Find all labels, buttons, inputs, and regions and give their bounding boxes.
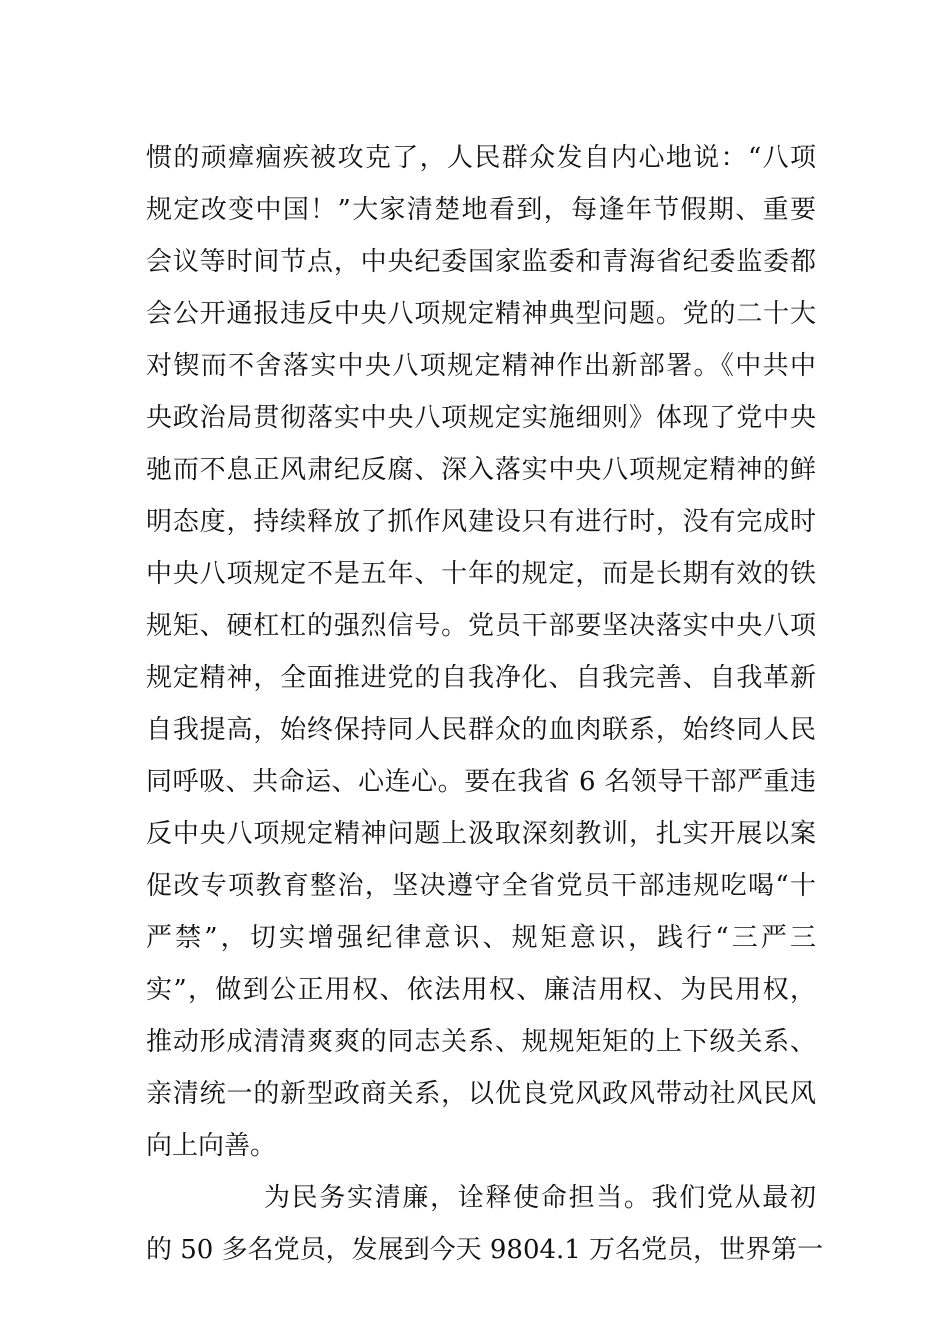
text-line: 央政治局贯彻落实中央八项规定实施细则》体现了党中央: [146, 403, 816, 433]
text-line: 明态度，持续释放了抓作风建设只有进行时，没有完成时: [146, 507, 816, 537]
text-line: 规定改变中国！”大家清楚地看到，每逢年节假期、重要: [146, 195, 816, 225]
text-line: 反中央八项规定精神问题上汲取深刻教训，扎实开展以案: [146, 819, 816, 849]
text-line: 规定精神，全面推进党的自我净化、自我完善、自我革新: [146, 663, 816, 693]
text-line: 同呼吸、共命运、心连心。要在我省 6 名领导干部严重违: [146, 767, 816, 797]
text-line: 会议等时间节点，中央纪委国家监委和青海省纪委监委都: [146, 247, 816, 277]
paragraph-end-line: 向上向善。: [146, 1131, 277, 1161]
text-line: 亲清统一的新型政商关系，以优良党风政风带动社风民风: [146, 1079, 816, 1109]
text-line: 的 50 多名党员，发展到今天 9804.1 万名党员，世界第一: [146, 1235, 824, 1265]
text-line: 对锲而不舍落实中央八项规定精神作出新部署。《中共中: [146, 351, 816, 381]
text-line: 会公开通报违反中央八项规定精神典型问题。党的二十大: [146, 299, 816, 329]
text-line: 严禁”，切实增强纪律意识、规矩意识，践行“三严三: [146, 923, 816, 953]
paragraph-start-line: 为民务实清廉，诠释使命担当。我们党从最初: [264, 1183, 816, 1213]
text-line: 推动形成清清爽爽的同志关系、规规矩矩的上下级关系、: [146, 1027, 816, 1057]
text-line: 规矩、硬杠杠的强烈信号。党员干部要坚决落实中央八项: [146, 611, 816, 641]
text-line: 惯的顽瘴痼疾被攻克了，人民群众发自内心地说：“八项: [146, 143, 816, 173]
text-line: 驰而不息正风肃纪反腐、深入落实中央八项规定精神的鲜: [146, 455, 816, 485]
text-line: 自我提高，始终保持同人民群众的血肉联系，始终同人民: [146, 715, 816, 745]
body-text: [146, 132, 824, 1276]
text-line: 中央八项规定不是五年、十年的规定，而是长期有效的铁: [146, 559, 816, 589]
text-line: 促改专项教育整治，坚决遵守全省党员干部违规吃喝“十: [146, 871, 816, 901]
text-line: 实”，做到公正用权、依法用权、廉洁用权、为民用权，: [146, 975, 816, 1005]
